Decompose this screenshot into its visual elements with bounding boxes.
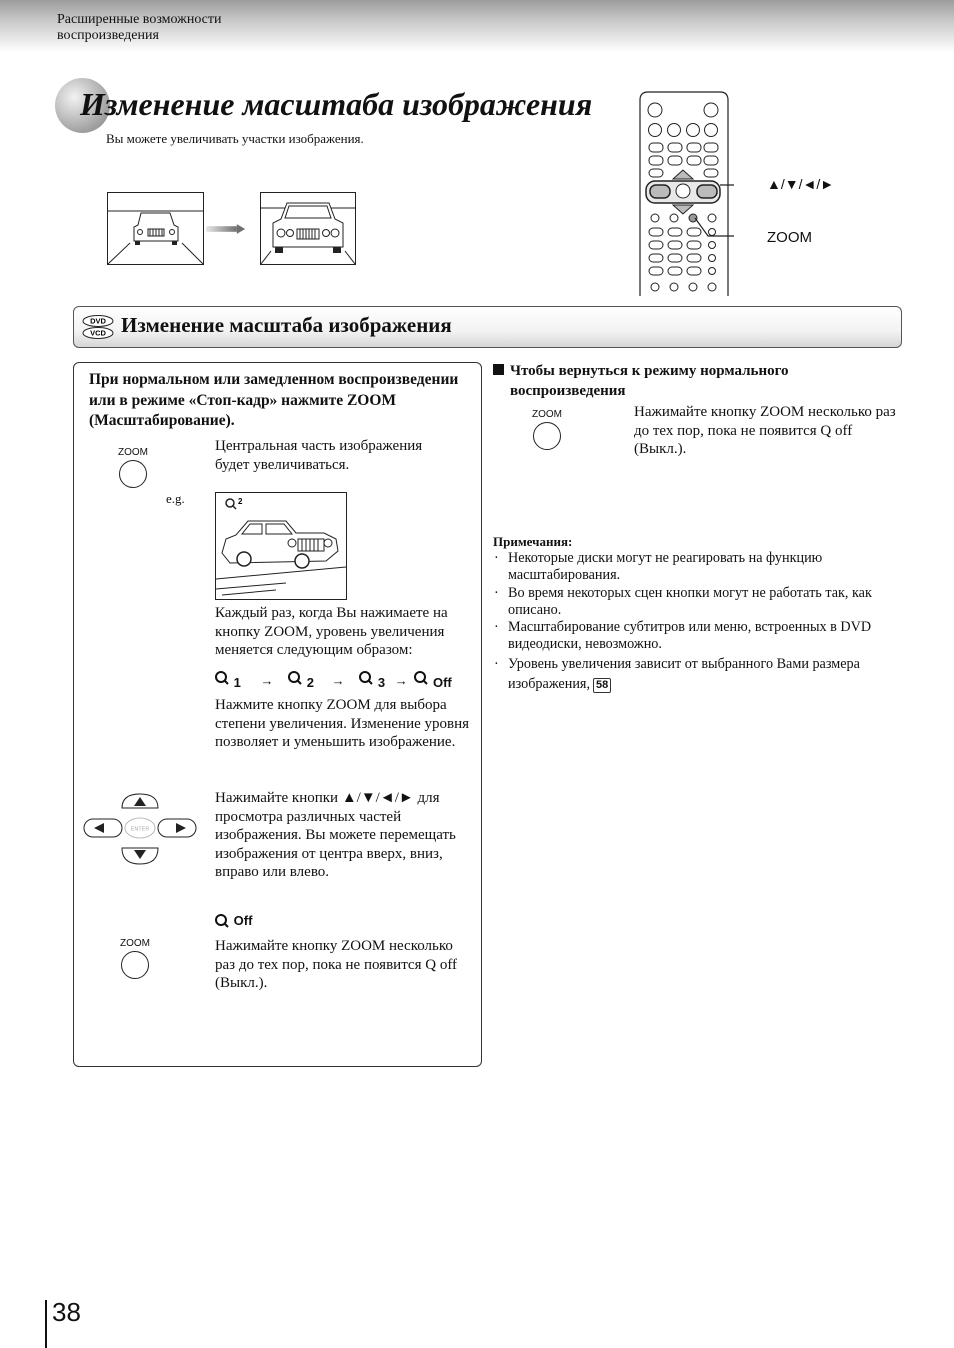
disc-type-badges <box>82 315 114 344</box>
zoom-arrow-icon <box>206 223 248 235</box>
zoom-button-icon-2 <box>121 951 149 979</box>
dvd-vcd-badge-icon <box>82 315 114 339</box>
remote-arrows-label: ▲/▼/◄/► <box>767 176 835 192</box>
page-number: 38 <box>52 1297 81 1327</box>
zoom-level-off <box>413 670 451 690</box>
page-number-rule <box>45 1300 47 1348</box>
note-item: · Масштабирование субтитров или меню, встроенных в DVD видеодиски, невозможно. <box>494 619 872 653</box>
remote-drawing <box>638 90 734 296</box>
zoom-off-text: Off <box>233 913 253 929</box>
header-section-label <box>57 12 222 44</box>
step5-text: Нажимайте кнопку ZOOM несколько раз до тех пор, пока не появится Q off (Выкл.). <box>215 938 458 991</box>
step3-text: Нажмите кнопку ZOOM для выбора степени увеличения. Изменение уровня позволяет и уменьшить изображение. <box>215 697 470 750</box>
section-title: Изменение масштаба изображения <box>121 313 452 337</box>
note-item: · Во время некоторых сцен кнопки могут не работать так, как описано. <box>494 584 872 618</box>
zoom-level-3-text: 3 <box>377 675 386 691</box>
header-line-2: воспроизведения <box>57 28 159 43</box>
magnifier-icon <box>214 670 230 686</box>
arrow-right-icon: → <box>394 672 408 688</box>
badge-dvd-text: DVD <box>90 316 106 326</box>
zoom-button-label-2: ZOOM <box>120 938 150 949</box>
zoom-button-label: ZOOM <box>118 447 148 458</box>
notes-list <box>493 550 903 694</box>
zoom-level-1-text: 1 <box>233 675 241 691</box>
magnifier-icon <box>413 670 429 686</box>
magnifier-icon <box>214 913 230 929</box>
zoom-button-icon <box>119 460 147 488</box>
note-text: Некоторые диски могут не реагировать на функцию масштабирования. <box>508 550 823 584</box>
page-reference-badge[interactable]: 58 <box>593 678 611 693</box>
page-subtitle: Вы можете увеличивать участки изображения. <box>106 131 364 146</box>
return-zoom-button-icon <box>533 422 561 450</box>
enter-label: ENTER <box>130 826 150 833</box>
zoom-level-1 <box>214 670 241 690</box>
car-side-illustration <box>216 493 346 599</box>
arrow-right-icon: → <box>260 672 274 688</box>
arrow-right-icon: → <box>331 672 345 688</box>
return-text: Нажимайте кнопку ZOOM несколько раз до тех пор, пока не появится Q off (Выкл.). <box>634 404 896 457</box>
procedure-heading: При нормальном или замедленном воспроизведении или в режиме «Стоп-кадр» нажмите ZOOM (Масштабирование). <box>89 371 459 429</box>
zoom-level-2-text: 2 <box>306 675 314 691</box>
eg-label: e.g. <box>166 491 185 506</box>
page-title: Изменение масштаба изображения <box>80 86 593 122</box>
zoom-level-off-text: Off <box>432 675 452 691</box>
step2-text: Каждый раз, когда Вы нажимаете на кнопку ZOOM, уровень увеличения меняется следующим образом: <box>215 605 448 658</box>
note-text: Масштабирование субтитров или меню, встроенных в DVD видеодиски, невозможно. <box>508 619 872 653</box>
magnifier-icon <box>287 670 303 686</box>
return-heading: Чтобы вернуться к режиму нормального воспроизведения <box>510 363 789 399</box>
step1-text: Центральная часть изображения будет увеличиваться. <box>215 438 423 473</box>
example-zoom-level: 2 <box>238 497 243 506</box>
car-small-illustration <box>108 193 203 264</box>
notes-title: Примечания: <box>493 534 573 549</box>
zoom-level-3 <box>358 670 385 690</box>
remote-control-illustration <box>638 90 734 301</box>
bullet-square-icon <box>493 364 504 375</box>
zoom-off-indicator <box>214 912 252 929</box>
car-large-illustration <box>261 193 355 264</box>
magnifier-icon <box>358 670 374 686</box>
header-line-1: Расширенные возможности <box>57 12 222 27</box>
note-item: · Уровень увеличения зависит от выбранного Вами размера изображения, 58 <box>494 655 860 692</box>
direction-pad-icon <box>82 792 198 866</box>
zoom-level-sequence <box>214 670 452 690</box>
note-item: · Некоторые диски могут не реагировать на функцию масштабирования. <box>494 550 823 584</box>
step4-text: Нажимайте кнопки ▲/▼/◄/► для просмотра различных частей изображения. Вы можете перемещать изображения от центра вверх, вниз, вправо или влево. <box>215 790 456 880</box>
badge-vcd-text: VCD <box>90 328 106 338</box>
picture-zoomed <box>260 192 356 265</box>
zoom-level-2 <box>287 670 314 690</box>
note-text: Во время некоторых сцен кнопки могут не работать так, как описано. <box>508 584 872 618</box>
remote-zoom-label: ZOOM <box>767 229 812 246</box>
picture-normal <box>107 192 204 265</box>
return-zoom-button-label: ZOOM <box>532 409 562 420</box>
note-text: Уровень увеличения зависит от выбранного Вами размера изображения, <box>508 655 860 692</box>
example-zoom-picture <box>215 492 347 600</box>
